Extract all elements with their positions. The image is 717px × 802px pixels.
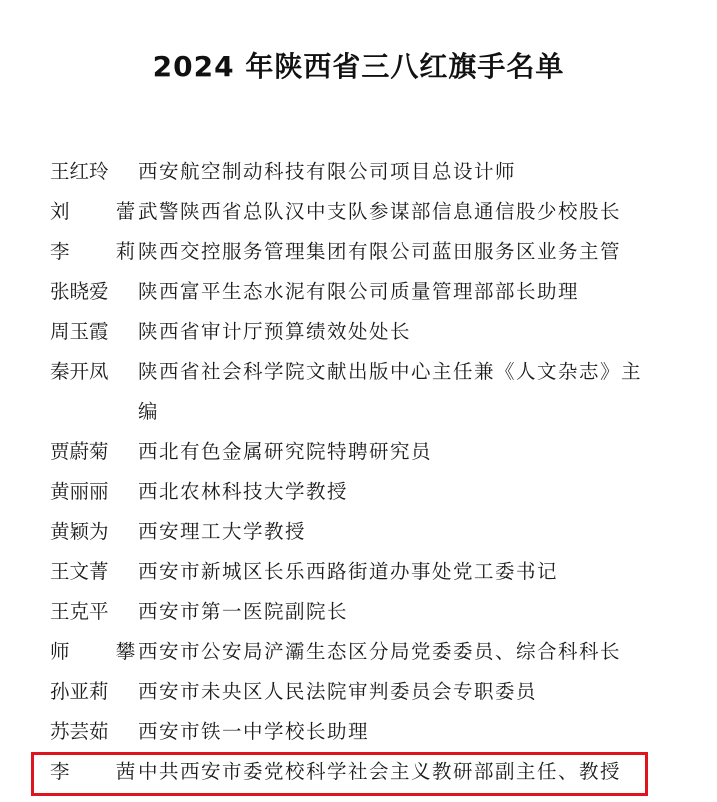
honoree-name: 王红玲 [50,160,109,183]
honoree-role: 中共西安市委党校科学社会主义教研部副主任、教授 [138,760,622,783]
list-item [0,312,717,352]
honoree-role: 西安理工大学教授 [138,520,307,543]
honoree-role: 西安航空制动科技有限公司项目总设计师 [138,160,517,183]
list-item [0,592,717,632]
honoree-name: 周玉霞 [50,320,109,343]
honoree-role: 西北有色金属研究院特聘研究员 [138,440,433,463]
honoree-role-continuation: 编 [138,400,158,423]
honoree-role: 陕西富平生态水泥有限公司质量管理部部长助理 [138,280,580,303]
honoree-name: 黄颖为 [50,520,109,543]
list-item [0,192,717,232]
list-item [0,272,717,312]
honoree-role: 陕西省社会科学院文献出版中心主任兼《人文杂志》主 [138,360,643,383]
list-item [0,432,717,472]
highlight-box [31,752,648,796]
list-item [0,672,717,712]
honoree-role: 陕西省审计厅预算绩效处处长 [138,320,412,343]
page-title: 2024 年陕西省三八红旗手名单 [152,50,565,83]
honoree-role: 陕西交控服务管理集团有限公司蓝田服务区业务主管 [138,240,622,263]
honoree-role: 西安市铁一中学校长助理 [138,720,370,743]
honoree-name: 王克平 [50,600,109,623]
honoree-role: 西北农林科技大学教授 [138,480,349,503]
honoree-name: 黄丽丽 [50,480,109,503]
list-item [0,152,717,192]
honoree-name: 秦开凤 [50,360,109,383]
honoree-name: 孙亚莉 [50,680,109,703]
list-item [0,632,717,672]
honoree-role: 武警陕西省总队汉中支队参谋部信息通信股少校股长 [138,200,622,223]
list-item [0,712,717,752]
honoree-list [0,152,717,792]
honoree-role: 西安市公安局浐灞生态区分局党委委员、综合科科长 [138,640,622,663]
honoree-role: 西安市第一医院副院长 [138,600,349,623]
list-item [0,352,717,392]
list-item [0,552,717,592]
honoree-name: 李 茜 [50,760,156,783]
list-item [0,512,717,552]
honoree-name: 刘 蕾 [50,200,156,223]
honoree-role: 西安市未央区人民法院审判委员会专职委员 [138,680,538,703]
honoree-name: 王文菁 [50,560,109,583]
honoree-name: 张晓爱 [50,280,109,303]
list-item [0,472,717,512]
honoree-name: 李 莉 [50,240,156,263]
honoree-name: 苏芸茹 [50,720,109,743]
honoree-role: 西安市新城区长乐西路街道办事处党工委书记 [138,560,559,583]
list-item [0,232,717,272]
honoree-name: 贾蔚菊 [50,440,109,463]
honoree-name: 师 攀 [50,640,156,663]
list-item-continuation [0,392,717,432]
